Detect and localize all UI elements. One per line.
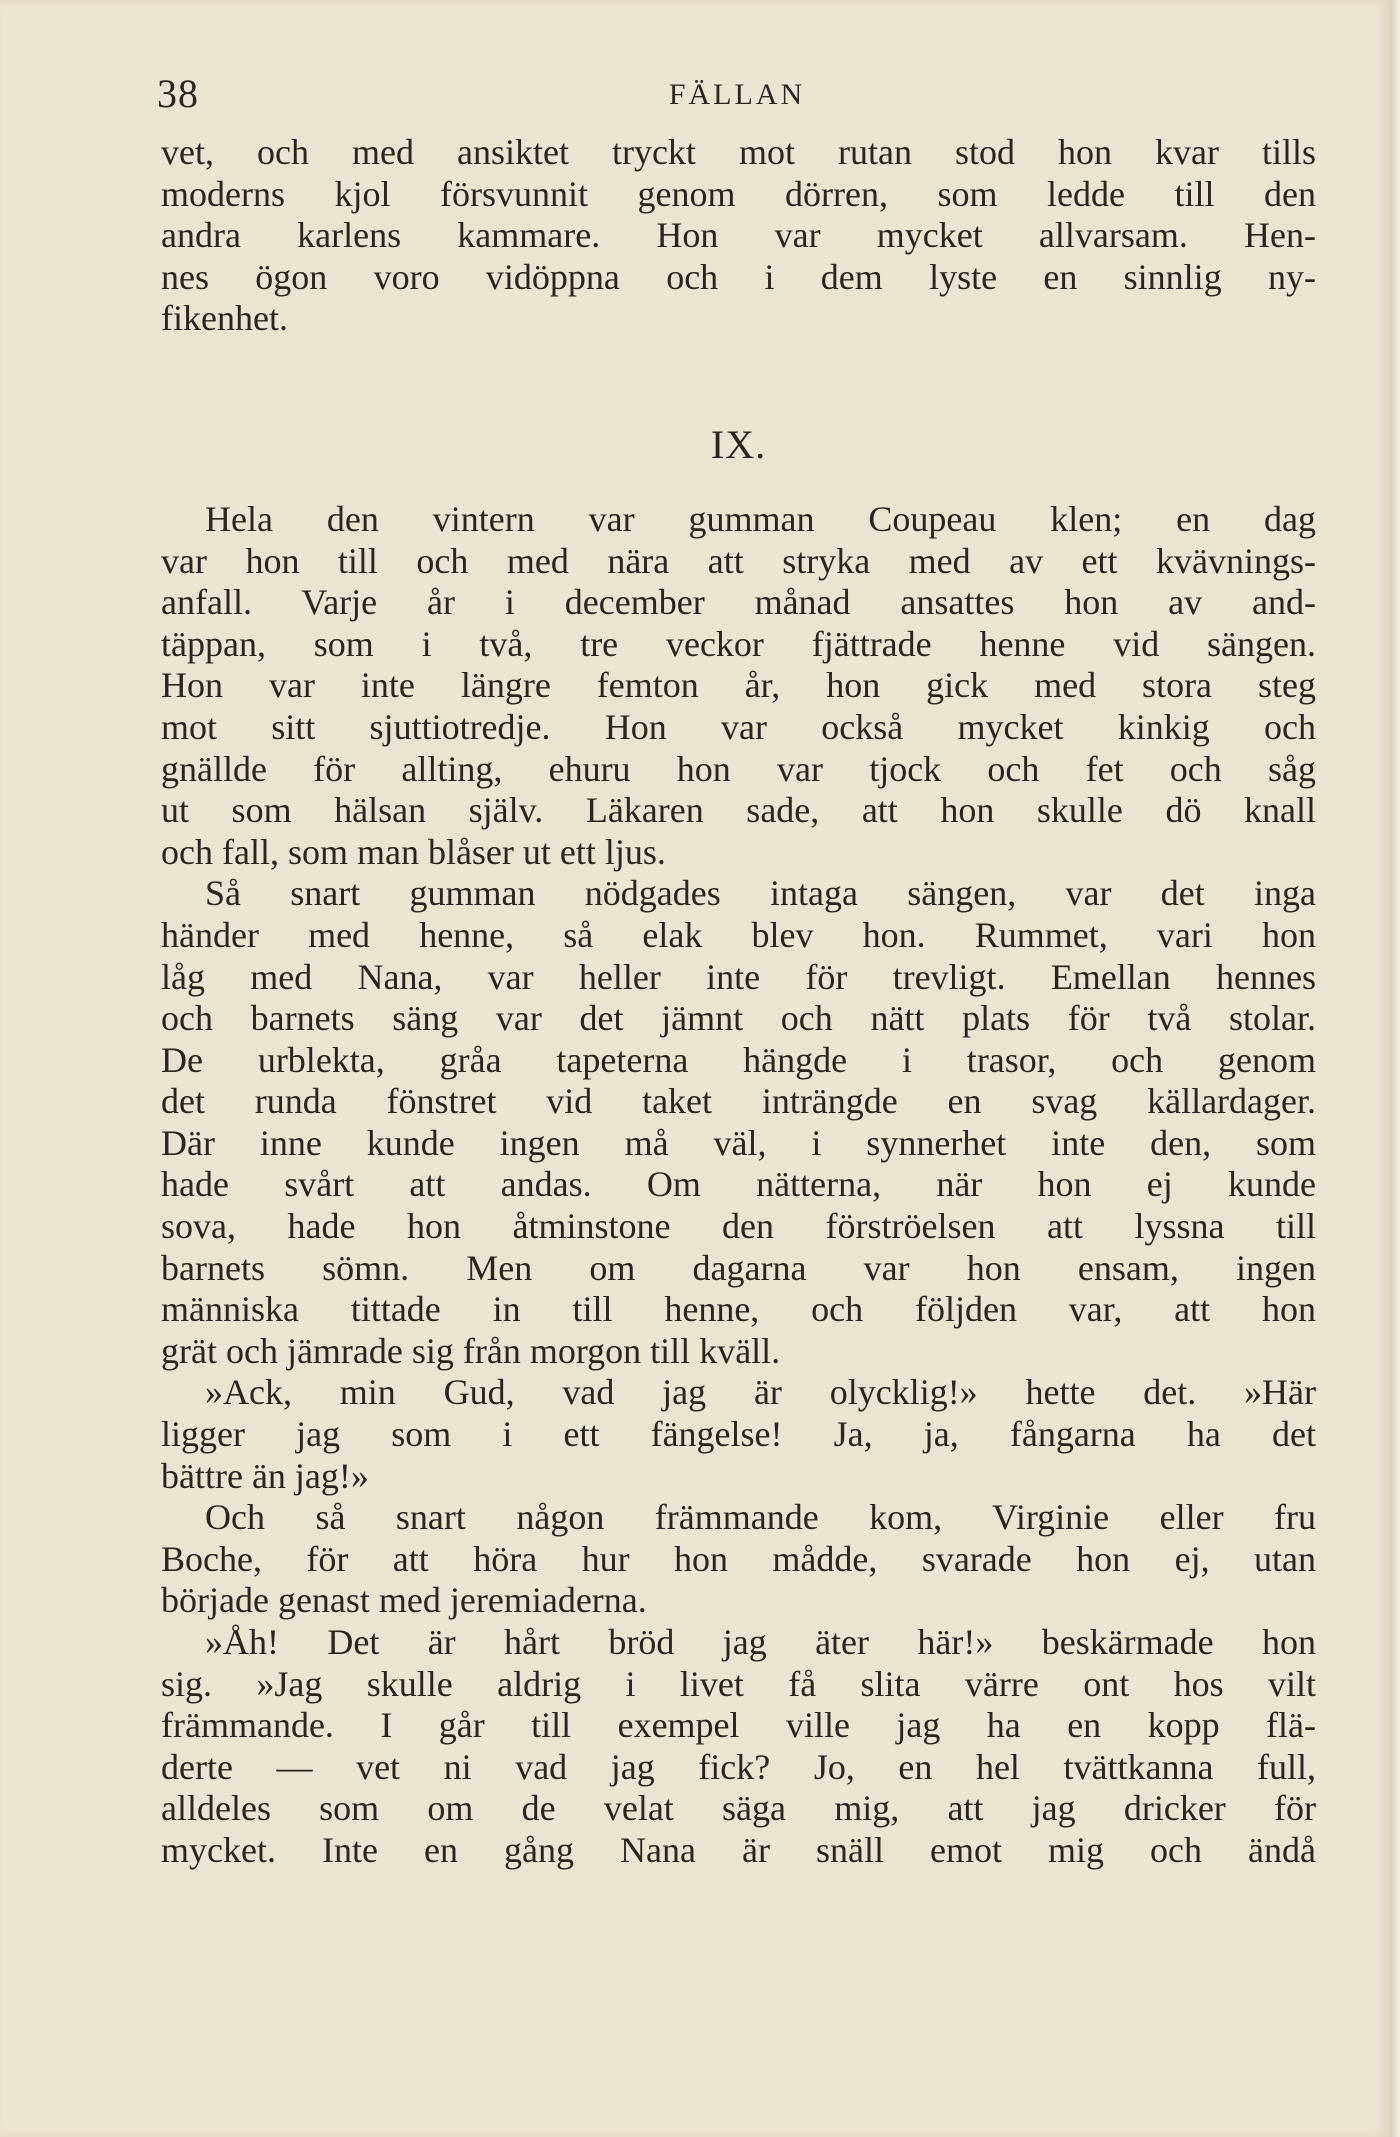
paragraph: [161, 1372, 1316, 1497]
text-line: gnällde för allting, ehuru hon var tjock och fet och såg: [161, 748, 1316, 789]
text-line: mot sitt sjuttiotredje. Hon var också mycket kinkig och: [161, 706, 1316, 747]
text-line: täppan, som i två, tre veckor fjättrade henne vid sängen.: [161, 623, 1316, 664]
text-line: händer med henne, så elak blev hon. Rummet, vari hon: [161, 914, 1316, 955]
intro-paragraph: [161, 132, 1316, 340]
text-line: Där inne kunde ingen må väl, i synnerhet inte den, som: [161, 1122, 1316, 1163]
text-line: Och så snart någon främmande kom, Virginie eller fru: [205, 1497, 1316, 1538]
text-line: andra karlens kammare. Hon var mycket allvarsam. Hen-: [161, 215, 1316, 256]
running-title: FÄLLAN: [668, 78, 806, 111]
text-line: fikenhet.: [161, 298, 288, 339]
text-line: Hon var inte längre femton år, hon gick med stora steg: [161, 665, 1316, 706]
text-line: Boche, för att höra hur hon mådde, svarade hon ej, utan: [161, 1538, 1316, 1579]
text-line: derte — vet ni vad jag fick? Jo, en hel tvättkanna full,: [161, 1746, 1316, 1787]
text-line: hade svårt att andas. Om nätterna, när hon ej kunde: [161, 1164, 1316, 1205]
text-line: Hela den vintern var gumman Coupeau klen; en dag: [205, 498, 1316, 539]
text-line: grät och jämrade sig från morgon till kväll.: [161, 1330, 781, 1371]
text-line: anfall. Varje år i december månad ansattes hon av and-: [161, 582, 1316, 623]
paragraph: [161, 499, 1316, 873]
text-line: och fall, som man blåser ut ett ljus.: [161, 831, 666, 872]
text-line: vet, och med ansiktet tryckt mot rutan stod hon kvar tills: [161, 132, 1316, 172]
body-text: [161, 132, 1316, 1872]
text-line: människa tittade in till henne, och följden var, att hon: [161, 1289, 1316, 1330]
page-header: [157, 70, 1317, 120]
text-line: De urblekta, gråa tapeterna hängde i trasor, och genom: [161, 1039, 1316, 1080]
chapter-heading: IX.: [710, 421, 767, 467]
paragraph: [161, 873, 1316, 1372]
text-line: alldeles som om de velat säga mig, att jag dricker för: [161, 1788, 1316, 1829]
text-line: och barnets säng var det jämnt och nätt plats för två stolar.: [161, 998, 1316, 1039]
text-line: bättre än jag!»: [161, 1455, 369, 1496]
paragraph: [161, 1497, 1316, 1622]
text-line: Så snart gumman nödgades intaga sängen, var det inga: [205, 873, 1316, 914]
text-line: ligger jag som i ett fängelse! Ja, ja, fångarna ha det: [161, 1414, 1316, 1455]
text-line: var hon till och med nära att stryka med av ett kvävnings-: [161, 540, 1316, 581]
text-line: sig. »Jag skulle aldrig i livet få slita värre ont hos vilt: [161, 1663, 1316, 1704]
page-number: 38: [157, 71, 199, 116]
text-line: barnets sömn. Men om dagarna var hon ensam, ingen: [161, 1247, 1316, 1288]
text-line: började genast med jeremiaderna.: [161, 1580, 647, 1621]
text-line: det runda fönstret vid taket inträngde en svag källardager.: [161, 1081, 1316, 1122]
text-line: låg med Nana, var heller inte för trevligt. Emellan hennes: [161, 956, 1316, 997]
text-line: mycket. Inte en gång Nana är snäll emot mig och ändå: [161, 1829, 1316, 1870]
text-line: sova, hade hon åtminstone den förströelsen att lyssna till: [161, 1206, 1316, 1247]
page-edge: [1390, 0, 1400, 2137]
paragraph: [161, 1622, 1316, 1872]
text-line: främmande. I går till exempel ville jag ha en kopp flä-: [161, 1705, 1316, 1746]
text-line: »Ack, min Gud, vad jag är olycklig!» hette det. »Här: [205, 1372, 1316, 1413]
text-line: ut som hälsan själv. Läkaren sade, att hon skulle dö knall: [161, 790, 1316, 831]
text-line: nes ögon voro vidöppna och i dem lyste en sinnlig ny-: [161, 256, 1316, 297]
text-line: »Åh! Det är hårt bröd jag äter här!» beskärmade hon: [205, 1622, 1316, 1662]
text-line: moderns kjol försvunnit genom dörren, som ledde till den: [161, 173, 1316, 214]
